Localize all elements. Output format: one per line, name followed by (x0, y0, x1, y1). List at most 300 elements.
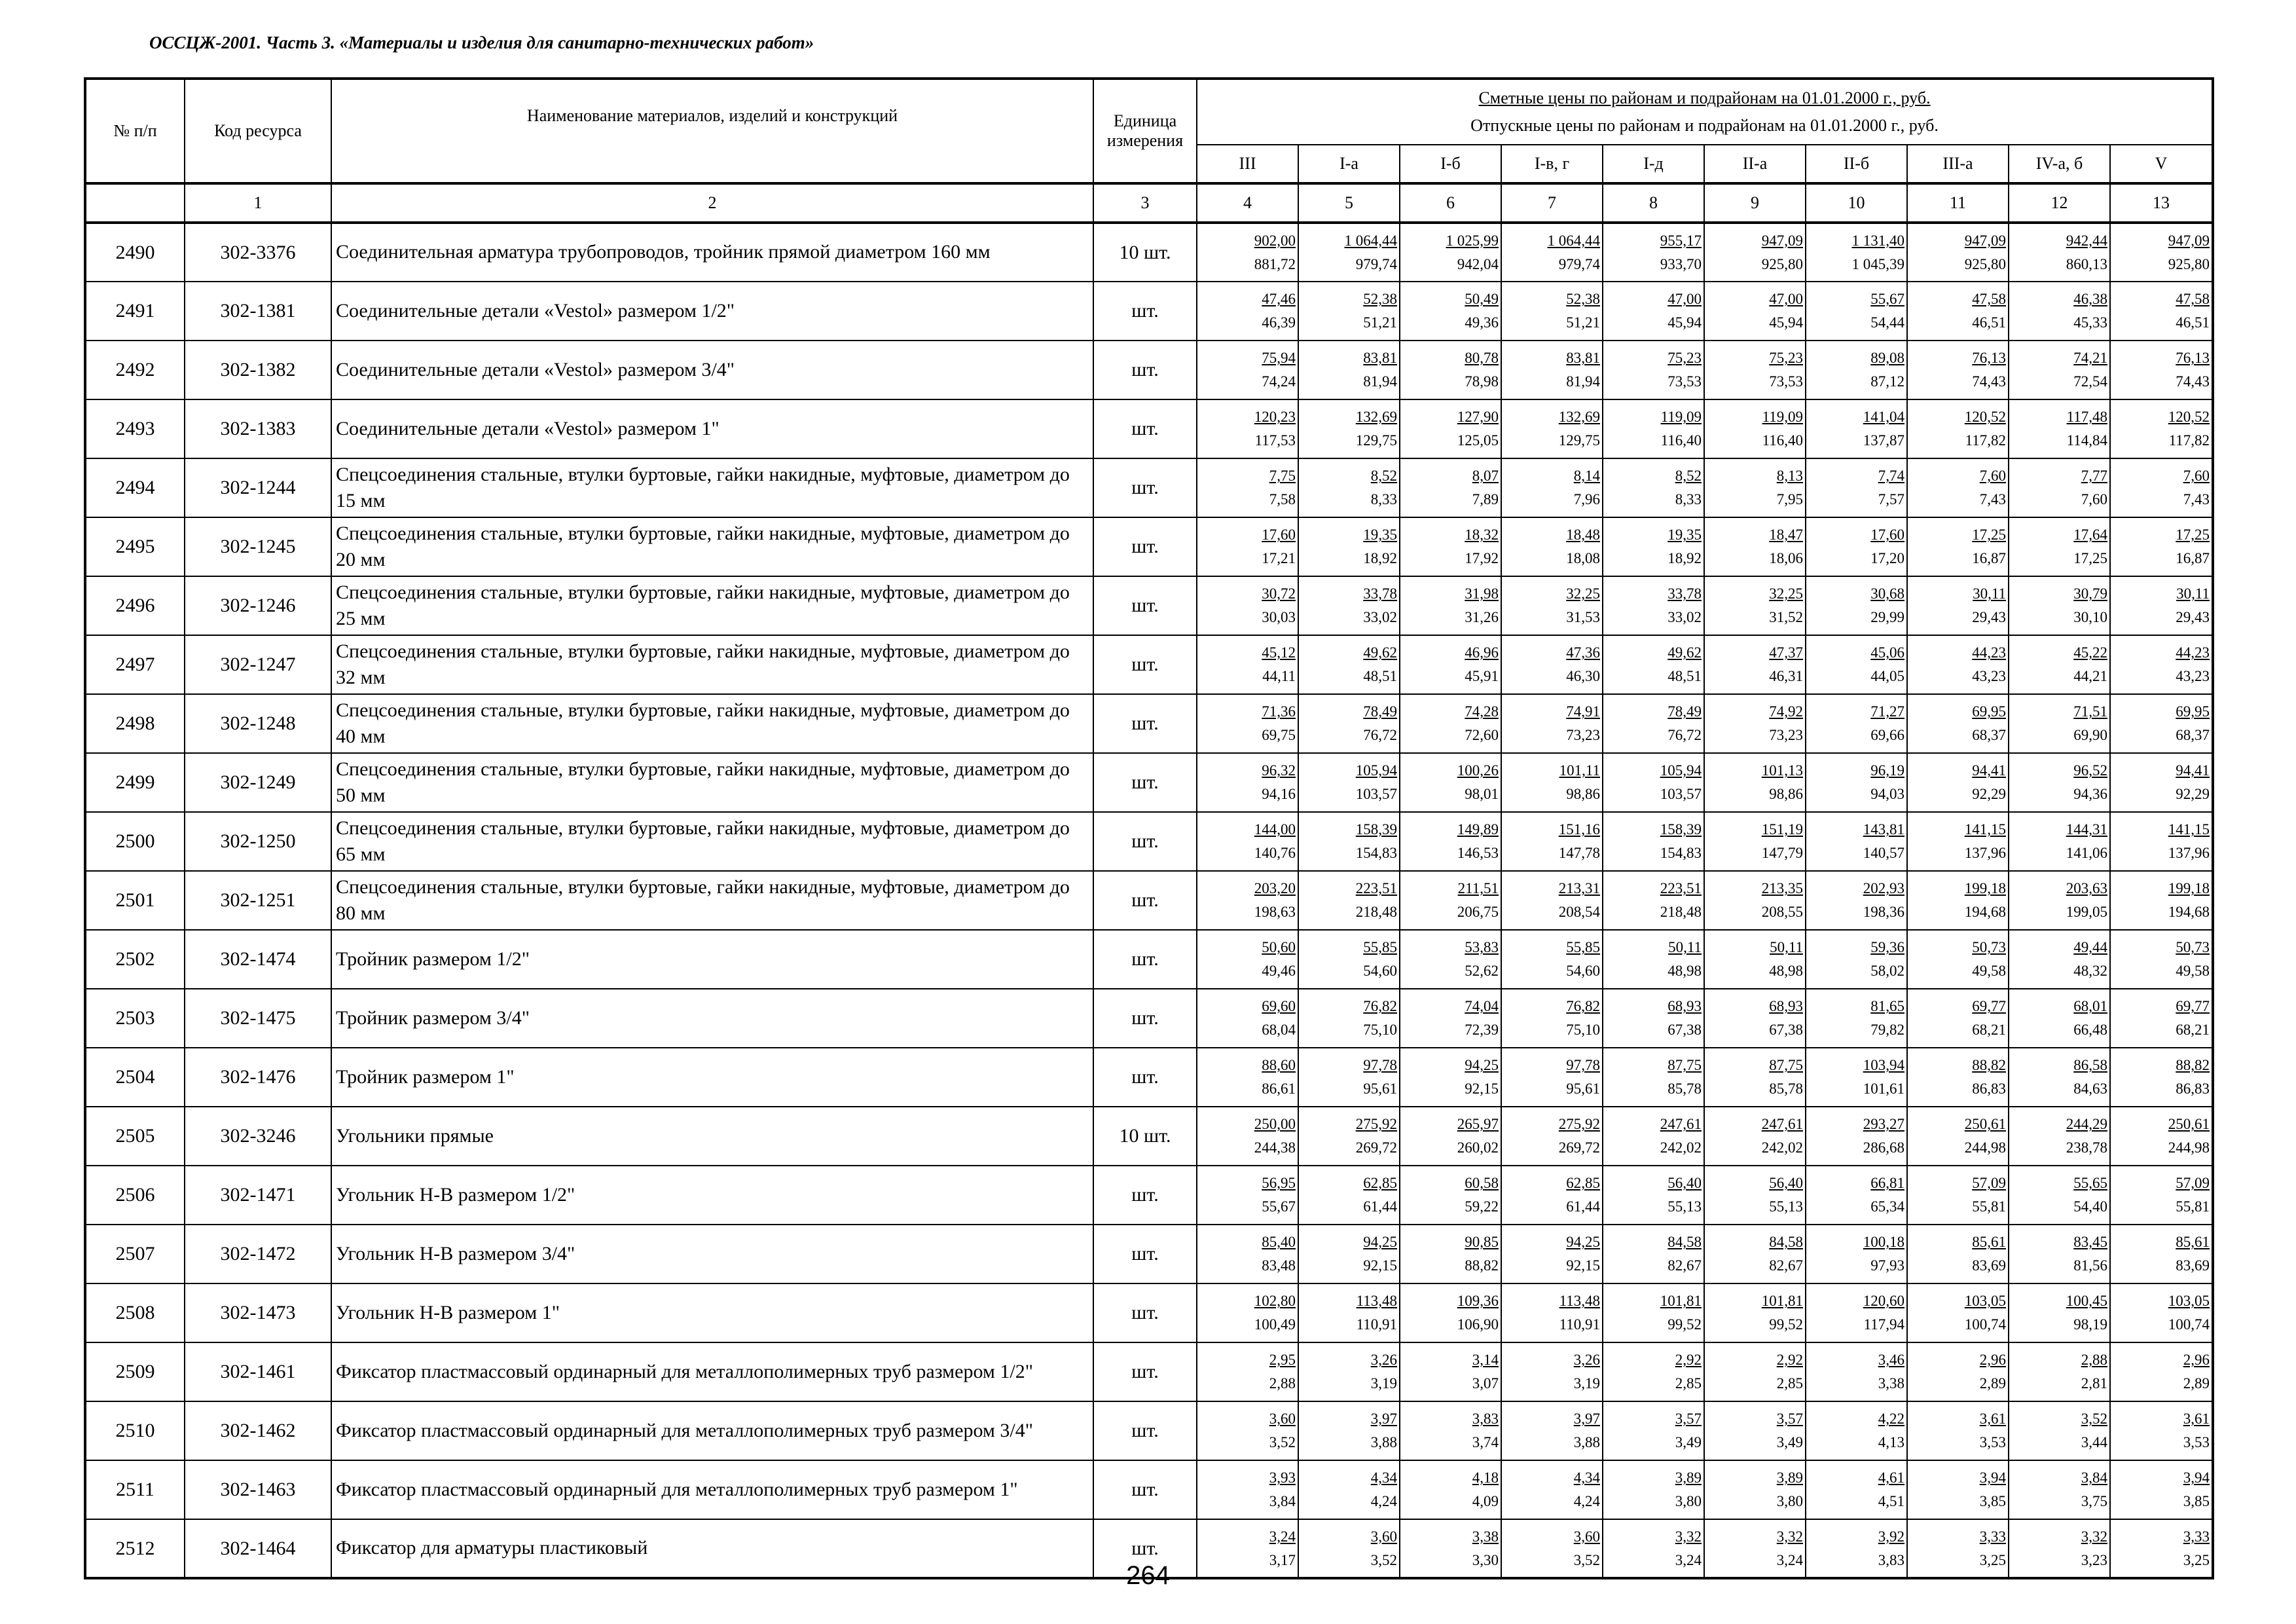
material-name: Спецсоединения стальные, втулки буртовые, гайки накидные, муфтовые, диаметром до 20 мм (331, 517, 1093, 576)
estimate-price: 50,49 (1465, 291, 1499, 308)
release-price: 92,15 (1566, 1257, 1600, 1274)
price-cell (1907, 282, 2009, 341)
price-cell (2009, 223, 2110, 282)
release-price: 94,36 (2073, 786, 2107, 802)
price-cell (1197, 517, 1298, 576)
price-cell (2110, 635, 2213, 694)
release-price: 54,60 (1363, 963, 1397, 979)
col-header-no: № п/п (85, 79, 185, 183)
estimate-price: 76,13 (2176, 350, 2210, 367)
price-cell (1501, 871, 1603, 930)
release-price: 208,55 (1761, 904, 1803, 920)
release-price: 3,52 (1370, 1551, 1397, 1568)
estimate-price: 151,19 (1761, 821, 1803, 838)
release-price: 286,68 (1863, 1139, 1904, 1156)
material-name: Соединительные детали «Vestol» размером 1" (331, 399, 1093, 458)
estimate-price: 3,33 (1979, 1528, 2006, 1545)
price-cell (1197, 635, 1298, 694)
price-cell (1298, 930, 1400, 989)
price-cell (1907, 399, 2009, 458)
release-price: 4,51 (1878, 1493, 1904, 1509)
release-price: 76,72 (1667, 727, 1702, 743)
price-cell (1603, 223, 1704, 282)
price-cell (1603, 1225, 1704, 1283)
price-cell (1907, 694, 2009, 753)
row-number: 2500 (85, 812, 185, 871)
release-price: 17,92 (1465, 550, 1499, 566)
price-cell (1197, 576, 1298, 635)
release-price: 46,51 (2176, 314, 2210, 331)
estimate-price: 74,91 (1566, 703, 1600, 720)
release-price: 73,53 (1769, 373, 1803, 390)
release-price: 78,98 (1465, 373, 1499, 390)
price-cell (1704, 1048, 1806, 1107)
release-price: 2,88 (1269, 1375, 1296, 1392)
price-cell (1907, 1401, 2009, 1460)
release-price: 92,15 (1465, 1080, 1499, 1097)
price-cell (2009, 282, 2110, 341)
row-number: 2501 (85, 871, 185, 930)
price-cell (1298, 517, 1400, 576)
estimate-price: 47,46 (1262, 291, 1296, 308)
release-price: 44,21 (2073, 668, 2107, 684)
release-price: 269,72 (1558, 1139, 1600, 1156)
release-price: 4,09 (1472, 1493, 1499, 1509)
estimate-price: 199,18 (2168, 880, 2210, 897)
estimate-price: 33,78 (1667, 585, 1702, 602)
estimate-price: 213,35 (1761, 880, 1803, 897)
release-price: 146,53 (1457, 845, 1499, 861)
estimate-price: 85,61 (2176, 1234, 2210, 1251)
price-cell (1907, 1048, 2009, 1107)
estimate-price: 7,60 (1979, 468, 2006, 485)
row-number: 2502 (85, 930, 185, 989)
resource-code: 302-1472 (185, 1225, 331, 1283)
release-price: 154,83 (1660, 845, 1702, 861)
price-cell (1501, 1283, 1603, 1342)
estimate-price: 250,00 (1254, 1116, 1296, 1133)
release-price: 82,67 (1769, 1257, 1803, 1274)
estimate-price: 100,26 (1457, 762, 1499, 779)
release-price: 103,57 (1660, 786, 1702, 802)
resource-code: 302-1471 (185, 1166, 331, 1225)
price-cell (2009, 871, 2110, 930)
estimate-price: 102,80 (1254, 1293, 1296, 1310)
release-price: 117,82 (1965, 432, 2006, 449)
release-price: 154,83 (1355, 845, 1397, 861)
price-cell (1907, 930, 2009, 989)
release-price: 117,94 (1863, 1316, 1904, 1333)
region-header: I-в, г (1501, 145, 1603, 183)
price-cell (1197, 223, 1298, 282)
price-cell (2009, 635, 2110, 694)
release-price: 46,30 (1566, 668, 1600, 684)
release-price: 140,76 (1254, 845, 1296, 861)
price-cell (1400, 458, 1501, 517)
estimate-price: 1 064,44 (1344, 232, 1397, 249)
price-cell (1704, 341, 1806, 399)
price-cell (2009, 1401, 2110, 1460)
estimate-price: 141,15 (1964, 821, 2006, 838)
estimate-price: 60,58 (1465, 1175, 1499, 1192)
estimate-price: 47,58 (2176, 291, 2210, 308)
release-price: 3,19 (1573, 1375, 1600, 1392)
price-cell (1806, 517, 1907, 576)
price-cell (1704, 930, 1806, 989)
price-cell (2009, 1460, 2110, 1519)
resource-code: 302-1381 (185, 282, 331, 341)
release-price: 4,24 (1573, 1493, 1600, 1509)
table-row (85, 1460, 2213, 1519)
release-price: 18,06 (1769, 550, 1803, 566)
release-price: 30,03 (1262, 609, 1296, 625)
price-cell (1501, 812, 1603, 871)
release-price: 72,60 (1465, 727, 1499, 743)
resource-code: 302-1464 (185, 1519, 331, 1578)
unit-of-measure: шт. (1093, 341, 1197, 399)
price-cell (2009, 1283, 2110, 1342)
release-price: 46,39 (1262, 314, 1296, 331)
release-price: 137,87 (1863, 432, 1904, 449)
price-cell (2110, 1107, 2213, 1166)
price-cell (2009, 576, 2110, 635)
estimate-price: 3,83 (1472, 1411, 1499, 1428)
material-name: Тройник размером 1/2" (331, 930, 1093, 989)
estimate-price: 3,52 (2081, 1411, 2107, 1428)
release-price: 137,96 (1964, 845, 2006, 861)
column-number: 3 (1093, 183, 1197, 223)
release-price: 83,48 (1262, 1257, 1296, 1274)
price-cell (1806, 694, 1907, 753)
price-cell (1501, 753, 1603, 812)
price-cell (2110, 694, 2213, 753)
table-row (85, 1048, 2213, 1107)
release-price: 3,84 (1269, 1493, 1296, 1509)
price-cell (1806, 1283, 1907, 1342)
price-cell (1704, 223, 1806, 282)
price-cell (1907, 812, 2009, 871)
estimate-price: 109,36 (1457, 1293, 1499, 1310)
release-price: 61,44 (1566, 1198, 1600, 1215)
release-price: 244,38 (1254, 1139, 1296, 1156)
estimate-price: 275,92 (1558, 1116, 1600, 1133)
table-row (85, 1342, 2213, 1401)
price-cell (2009, 1048, 2110, 1107)
estimate-price: 275,92 (1355, 1116, 1397, 1133)
estimate-price: 18,32 (1465, 526, 1499, 544)
price-cell (1603, 1048, 1704, 1107)
release-price: 92,29 (1972, 786, 2006, 802)
resource-code: 302-1475 (185, 989, 331, 1048)
estimate-price: 211,51 (1457, 880, 1499, 897)
price-cell (1907, 871, 2009, 930)
region-header: IV-а, б (2009, 145, 2110, 183)
estimate-price: 247,61 (1761, 1116, 1803, 1133)
estimate-price: 50,60 (1262, 939, 1296, 956)
estimate-price: 78,49 (1667, 703, 1702, 720)
price-cell (1603, 282, 1704, 341)
release-price: 18,92 (1363, 550, 1397, 566)
material-name: Спецсоединения стальные, втулки буртовые, гайки накидные, муфтовые, диаметром до 15 мм (331, 458, 1093, 517)
estimate-price: 62,85 (1566, 1175, 1600, 1192)
estimate-price: 3,38 (1472, 1528, 1499, 1545)
estimate-price: 3,57 (1776, 1411, 1803, 1428)
estimate-price: 68,01 (2073, 998, 2107, 1015)
release-price: 3,52 (1269, 1434, 1296, 1450)
estimate-price: 87,75 (1769, 1057, 1803, 1074)
material-name: Фиксатор пластмассовый ординарный для металлополимерных труб размером 3/4" (331, 1401, 1093, 1460)
unit-of-measure: 10 шт. (1093, 223, 1197, 282)
estimate-price: 88,60 (1262, 1057, 1296, 1074)
price-cell (1298, 812, 1400, 871)
release-price: 244,98 (2168, 1139, 2210, 1156)
estimate-price: 30,68 (1870, 585, 1904, 602)
release-price: 83,69 (1972, 1257, 2006, 1274)
estimate-price: 94,25 (1363, 1234, 1397, 1251)
unit-of-measure: шт. (1093, 1225, 1197, 1283)
estimate-price: 56,40 (1769, 1175, 1803, 1192)
release-price: 18,08 (1566, 550, 1600, 566)
unit-of-measure: шт. (1093, 989, 1197, 1048)
price-cell (1603, 517, 1704, 576)
col-header-code: Код ресурса (185, 79, 331, 183)
estimate-price: 3,61 (2183, 1411, 2210, 1428)
release-price: 2,85 (1675, 1375, 1702, 1392)
estimate-price: 96,19 (1870, 762, 1904, 779)
release-price: 3,52 (1573, 1551, 1600, 1568)
release-price: 269,72 (1355, 1139, 1397, 1156)
release-price: 3,88 (1573, 1434, 1600, 1450)
release-price: 79,82 (1870, 1022, 1904, 1038)
release-price: 29,43 (1972, 609, 2006, 625)
price-cell (1501, 341, 1603, 399)
release-price: 48,51 (1363, 668, 1397, 684)
estimate-price: 94,41 (2176, 762, 2210, 779)
price-cell (1298, 1460, 1400, 1519)
release-price: 72,39 (1465, 1022, 1499, 1038)
column-number: 1 (185, 183, 331, 223)
release-price: 46,51 (1972, 314, 2006, 331)
price-table (84, 77, 2214, 1579)
estimate-price: 2,96 (1979, 1352, 2006, 1369)
price-cell (1400, 635, 1501, 694)
release-price: 17,20 (1870, 550, 1904, 566)
release-price: 3,49 (1776, 1434, 1803, 1450)
release-price: 66,48 (2073, 1022, 2107, 1038)
price-cell (1197, 1401, 1298, 1460)
estimate-price: 3,61 (1979, 1411, 2006, 1428)
release-price: 88,82 (1465, 1257, 1499, 1274)
column-number-blank (85, 183, 185, 223)
release-price: 61,44 (1363, 1198, 1397, 1215)
estimate-price: 96,32 (1262, 762, 1296, 779)
estimate-price: 45,12 (1262, 644, 1296, 661)
estimate-price: 127,90 (1457, 409, 1499, 426)
release-price: 2,89 (2183, 1375, 2210, 1392)
release-price: 48,98 (1769, 963, 1803, 979)
release-price: 137,96 (2168, 845, 2210, 861)
estimate-price: 30,11 (2176, 585, 2210, 602)
price-cell (1298, 458, 1400, 517)
estimate-price: 46,38 (2073, 291, 2107, 308)
estimate-price: 132,69 (1558, 409, 1600, 426)
release-price: 73,23 (1566, 727, 1600, 743)
price-cell (2110, 812, 2213, 871)
release-price: 218,48 (1660, 904, 1702, 920)
estimate-price: 74,28 (1465, 703, 1499, 720)
price-cell (1400, 517, 1501, 576)
estimate-price: 86,58 (2073, 1057, 2107, 1074)
estimate-price: 2,96 (2183, 1352, 2210, 1369)
col-header-prices (1197, 79, 2213, 145)
estimate-price: 3,26 (1370, 1352, 1397, 1369)
price-cell (1907, 1460, 2009, 1519)
release-price: 206,75 (1457, 904, 1499, 920)
price-cell (1704, 1107, 1806, 1166)
price-cell (1806, 871, 1907, 930)
price-cell (1704, 576, 1806, 635)
release-price: 3,53 (2183, 1434, 2210, 1450)
release-price: 97,93 (1870, 1257, 1904, 1274)
release-price: 49,36 (1465, 314, 1499, 331)
price-cell (1806, 399, 1907, 458)
release-price: 68,21 (1972, 1022, 2006, 1038)
unit-of-measure: шт. (1093, 1166, 1197, 1225)
estimate-price: 69,95 (2176, 703, 2210, 720)
release-price: 140,57 (1863, 845, 1904, 861)
estimate-price: 902,00 (1254, 232, 1296, 249)
release-price: 33,02 (1363, 609, 1397, 625)
estimate-price: 3,92 (1878, 1528, 1904, 1545)
row-number: 2509 (85, 1342, 185, 1401)
release-price: 3,74 (1472, 1434, 1499, 1450)
price-cell (1298, 223, 1400, 282)
price-cell (1806, 989, 1907, 1048)
row-number: 2506 (85, 1166, 185, 1225)
column-number: 13 (2110, 183, 2213, 223)
row-number: 2511 (85, 1460, 185, 1519)
estimate-price: 78,49 (1363, 703, 1397, 720)
release-price: 45,94 (1667, 314, 1702, 331)
table-row (85, 1225, 2213, 1283)
release-price: 99,52 (1667, 1316, 1702, 1333)
price-cell (1704, 753, 1806, 812)
release-price: 18,92 (1667, 550, 1702, 566)
price-cell (1603, 1107, 1704, 1166)
release-price: 881,72 (1254, 255, 1296, 272)
price-cell (1501, 223, 1603, 282)
resource-code: 302-1473 (185, 1283, 331, 1342)
row-number: 2504 (85, 1048, 185, 1107)
release-price: 3,23 (2081, 1551, 2107, 1568)
release-price: 46,31 (1769, 668, 1803, 684)
estimate-price: 3,89 (1675, 1469, 1702, 1486)
price-cell (1704, 1401, 1806, 1460)
price-cell (1400, 341, 1501, 399)
unit-of-measure: шт. (1093, 1283, 1197, 1342)
page-number: 264 (1126, 1561, 1170, 1590)
release-price: 114,84 (2066, 432, 2107, 449)
price-cell (1298, 576, 1400, 635)
release-price: 129,75 (1558, 432, 1600, 449)
estimate-price: 50,11 (1770, 939, 1803, 956)
estimate-price: 83,81 (1363, 350, 1397, 367)
estimate-price: 3,89 (1776, 1469, 1803, 1486)
resource-code: 302-1463 (185, 1460, 331, 1519)
row-number: 2505 (85, 1107, 185, 1166)
table-row (85, 458, 2213, 517)
table-row (85, 930, 2213, 989)
release-price: 45,91 (1465, 668, 1499, 684)
estimate-price: 75,94 (1262, 350, 1296, 367)
price-cell (2009, 753, 2110, 812)
estimate-price: 144,31 (2066, 821, 2107, 838)
estimate-price: 103,05 (2168, 1293, 2210, 1310)
release-price: 7,96 (1573, 491, 1600, 507)
estimate-price: 955,17 (1660, 232, 1702, 249)
price-cell (2009, 458, 2110, 517)
material-name: Фиксатор пластмассовый ординарный для металлополимерных труб размером 1" (331, 1460, 1093, 1519)
column-number-row (85, 183, 2213, 223)
resource-code: 302-1461 (185, 1342, 331, 1401)
unit-of-measure: шт. (1093, 753, 1197, 812)
estimate-price: 120,52 (1964, 409, 2006, 426)
price-cell (1704, 635, 1806, 694)
price-cell (1501, 930, 1603, 989)
material-name: Тройник размером 1" (331, 1048, 1093, 1107)
price-cell (1501, 1166, 1603, 1225)
estimate-price: 44,23 (2176, 644, 2210, 661)
price-cell (1298, 1107, 1400, 1166)
release-price: 3,80 (1776, 1493, 1803, 1509)
price-cell (1806, 1048, 1907, 1107)
estimate-price: 52,38 (1566, 291, 1600, 308)
price-cell (1298, 635, 1400, 694)
estimate-price: 47,36 (1566, 644, 1600, 661)
release-price: 260,02 (1457, 1139, 1499, 1156)
estimate-price: 76,82 (1566, 998, 1600, 1015)
release-price: 59,22 (1465, 1198, 1499, 1215)
estimate-price: 56,95 (1262, 1175, 1296, 1192)
table-row (85, 282, 2213, 341)
row-number: 2510 (85, 1401, 185, 1460)
estimate-price: 158,39 (1355, 821, 1397, 838)
release-price: 74,43 (2176, 373, 2210, 390)
release-price: 54,40 (2073, 1198, 2107, 1215)
release-price: 16,87 (1972, 550, 2006, 566)
table-row (85, 399, 2213, 458)
estimate-price: 30,11 (1973, 585, 2006, 602)
price-cell (1704, 1166, 1806, 1225)
estimate-price: 53,83 (1465, 939, 1499, 956)
estimate-price: 55,67 (1870, 291, 1904, 308)
release-price: 925,80 (1761, 255, 1803, 272)
release-price: 208,54 (1558, 904, 1600, 920)
price-cell (2110, 1166, 2213, 1225)
release-price: 68,37 (1972, 727, 2006, 743)
release-price: 75,10 (1566, 1022, 1600, 1038)
estimate-price: 88,82 (2176, 1057, 2210, 1074)
release-price: 3,24 (1776, 1551, 1803, 1568)
price-cell (1298, 989, 1400, 1048)
estimate-price: 83,81 (1566, 350, 1600, 367)
price-cell (1298, 341, 1400, 399)
estimate-price: 94,25 (1465, 1057, 1499, 1074)
release-price: 55,13 (1769, 1198, 1803, 1215)
estimate-price: 247,61 (1660, 1116, 1702, 1133)
estimate-price: 103,94 (1863, 1057, 1904, 1074)
estimate-price: 2,95 (1269, 1352, 1296, 1369)
